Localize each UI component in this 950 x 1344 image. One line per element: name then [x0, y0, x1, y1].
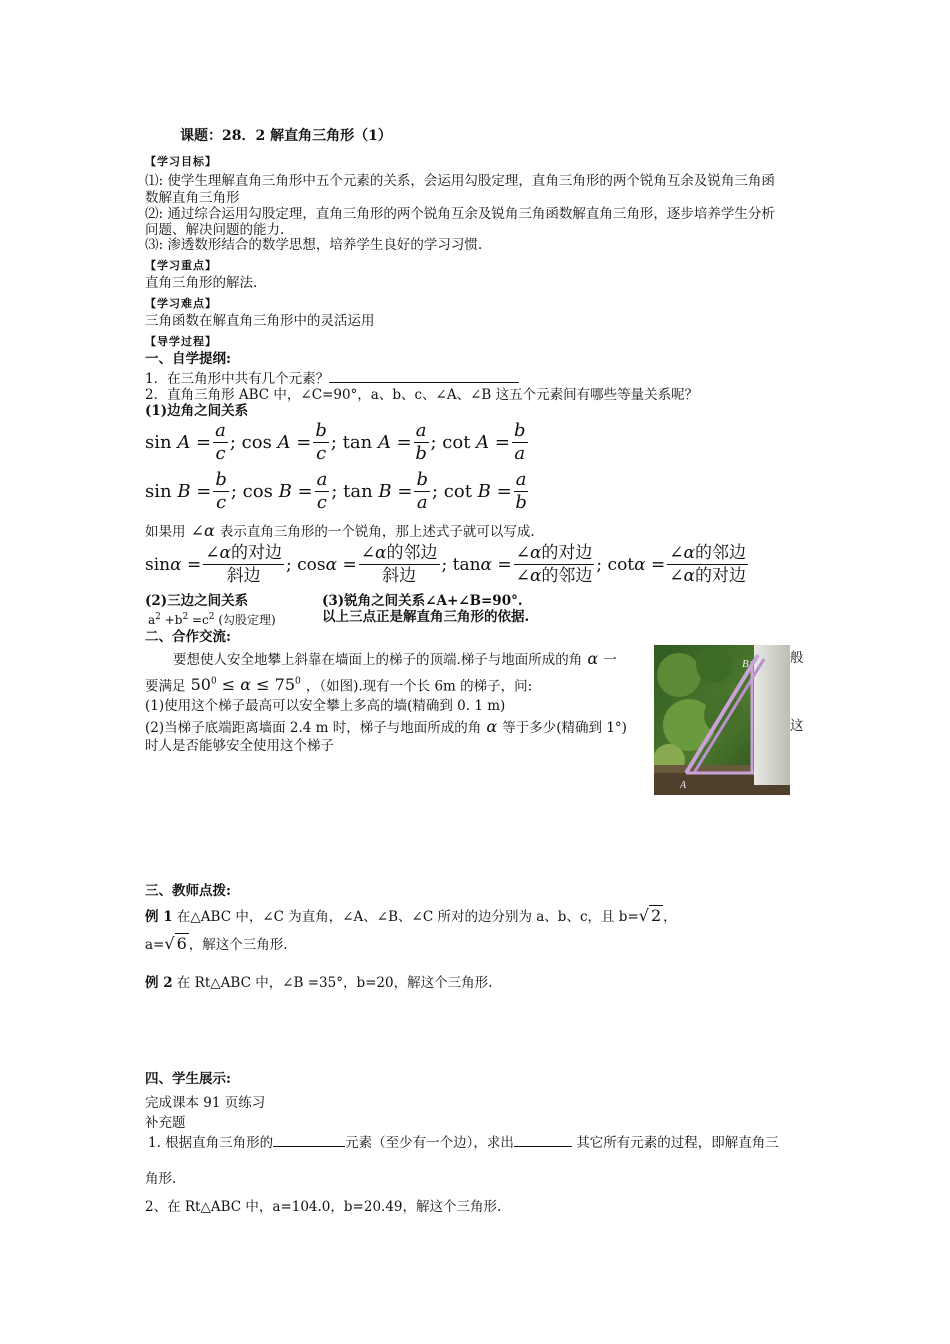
basis-note: 以上三点正是解直角三角形的依据. [322, 609, 530, 625]
goal-1-line-b: 数解直角三角形 [145, 190, 240, 206]
part-2-question-2-end: 这 [790, 718, 804, 734]
process-heading: 【导学过程】 [145, 335, 217, 348]
part-2-question-2: (2)当梯子底端距离墙面 2.4 m 时，梯子与地面所成的角 α 等于多少(精确到 1°) [145, 717, 627, 736]
question-1: 1．在三角形中共有几个元素？ [145, 371, 519, 388]
part-2-line-1: 要想使人安全地攀上斜靠在墙面上的梯子的顶端.梯子与地面所成的角 α 一 [173, 649, 617, 668]
svg-text:A: A [680, 780, 687, 791]
example-1-line-2: a=√ 6 ，解这个三角形. [145, 934, 288, 953]
example-1-line-1: 例 1 在△ABC 中，∠C 为直角，∠A、∠B、∠C 所对的边分别为 a、b、c，且 b=√ 2 ， [145, 906, 677, 925]
svg-text:B: B [742, 658, 749, 670]
part-2-line-1-end: 般 [790, 650, 804, 666]
part-4-line-4: 角形. [145, 1171, 177, 1187]
part-4-line-5: 2、在 Rt△ABC 中，a=104.0，b=20.49，解这个三角形. [145, 1199, 502, 1215]
goal-3: ⑶: 渗透数形结合的数学思想，培养学生良好的学习习惯. [145, 237, 483, 253]
part-2-heading: 二、合作交流: [145, 629, 231, 645]
relation-3-heading: (3)锐角之间关系∠A+∠B=90°. [322, 593, 523, 609]
part-2-question-3: 时人是否能够安全使用这个梯子 [145, 738, 334, 754]
pythagoras: $a^2 +b^2 =c^2$ (勾股定理) [148, 612, 276, 627]
part-1-heading: 一、自学提纲: [145, 351, 231, 367]
difficulty-heading: 【学习难点】 [145, 297, 217, 310]
goal-2-line-b: 问题、解决问题的能力. [145, 222, 285, 238]
part-2-question-1: (1)使用这个梯子最高可以安全攀上多高的墙(精确到 0. 1 m) [145, 698, 506, 714]
goal-1-line-a: ⑴: 使学生理解直角三角形中五个元素的关系，会运用勾股定理，直角三角形的两个锐角互余及锐角三角函 [145, 173, 775, 189]
part-4-line-1: 完成课本 91 页练习 [145, 1095, 266, 1111]
goal-heading: 【学习目标】 [145, 155, 217, 168]
part-2-line-2: 要满足 $50^0 \le \alpha \le 75^0$ ，（如图).现有一个长 6m 的梯子，问: [145, 675, 533, 695]
formula-row-b: sin B = $\frac{b}{c}$ ; cos B = $\frac{a}{c}$ ; tan B = $\frac{b}{a}$ ; cot B = $\frac{a}{b}$ [145, 469, 527, 513]
relation-1-heading: (1)边角之间关系 [145, 403, 249, 419]
part-3-heading: 三、教师点拨: [145, 883, 231, 899]
question-2: 2．直角三角形 ABC 中，∠C=90°，a、b、c、∠A、∠B 这五个元素间有哪些等量关系呢？ [145, 387, 699, 403]
relation-2-heading: (2)三边之间关系 [145, 593, 249, 609]
key-text: 直角三角形的解法. [145, 275, 258, 291]
part-4-line-3: 1. 根据直角三角形的 元素（至少有一个边），求出 其它所有元素的过程，即解直角三 [148, 1135, 779, 1151]
part-4-heading: 四、学生展示: [145, 1071, 231, 1087]
page-title: 课题：28．2 解直角三角形（1） [180, 128, 392, 144]
example-2: 例 2 在 Rt△ABC 中，∠B =35°，b=20，解这个三角形. [145, 975, 493, 991]
ladder-photo [654, 645, 790, 795]
formula-row-a: sin A = $\frac{a}{c}$ ; cos A = $\frac{b}{c}$ ; tan A = $\frac{a}{b}$ ; cot A = $\frac{b}{a}$ [145, 420, 526, 464]
difficulty-text: 三角函数在解直角三角形中的灵活运用 [145, 313, 375, 329]
part-4-line-2: 补充题 [145, 1115, 186, 1131]
formula-row-alpha: sinα = $\frac{\text{∠α的对边}}{\text{斜边}}$ ; cosα = $\frac{\text{∠α的邻边}}{\text{斜边}}$ ; tanα = $\frac{\text{∠α的对边}}{\text{∠α的邻边}}$ ; cotα = $\frac{\text{∠α的邻边}}{\text{∠α的对边}}$ [145, 543, 747, 586]
goal-2-line-a: ⑵: 通过综合运用勾股定理，直角三角形的两个锐角互余及锐角三角函数解直角三角形，逐步培养学生分析 [145, 206, 775, 222]
alpha-note: 如果用 ∠α 表示直角三角形的一个锐角，那上述式子就可以写成. [145, 521, 535, 540]
key-heading: 【学习重点】 [145, 259, 217, 272]
